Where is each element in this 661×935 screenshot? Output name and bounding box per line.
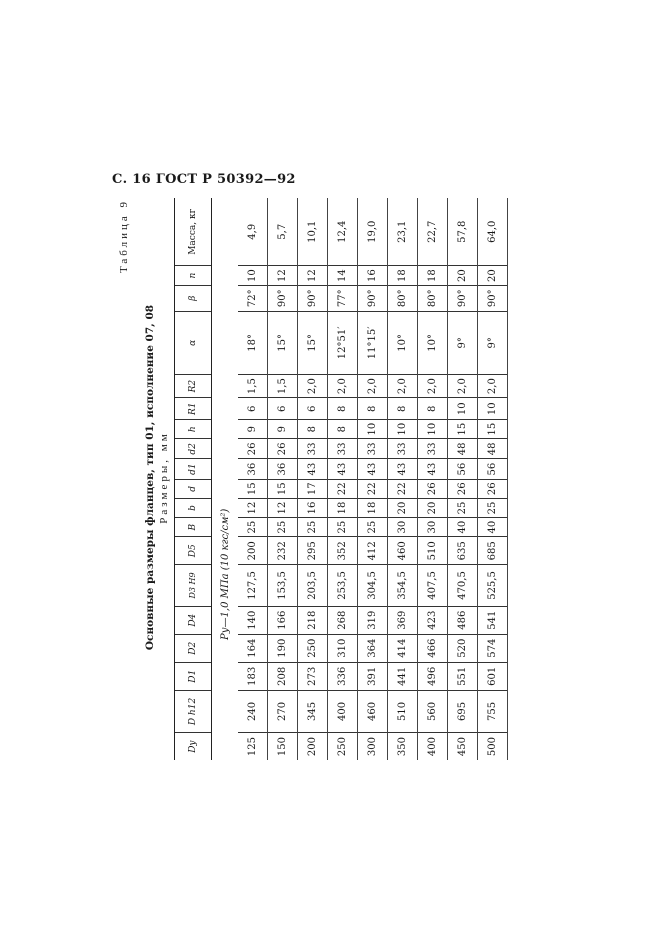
cell-d1: 601 xyxy=(478,662,508,690)
cell-d: 15 xyxy=(238,479,268,498)
cell-d2: 190 xyxy=(268,634,298,662)
cell-beta: 90° xyxy=(478,285,508,311)
table-title: Основные размеры фланцев, тип 01, исполнение 07, 08 xyxy=(144,304,156,651)
col-header: n xyxy=(175,266,212,285)
cell-dy: 500 xyxy=(478,733,508,760)
cell-dy: 150 xyxy=(268,733,298,760)
cell-d1: 43 xyxy=(388,459,418,479)
cell-d2: 33 xyxy=(298,439,328,459)
table-label: Таблица 9 xyxy=(118,199,130,274)
cell-d1: 56 xyxy=(448,459,478,479)
cell-b: 20 xyxy=(388,498,418,517)
cell-b: 25 xyxy=(358,518,388,537)
cell-d1: 56 xyxy=(478,459,508,479)
cell-d3: 525,5 xyxy=(478,565,508,606)
cell-d: 560 xyxy=(418,690,448,732)
cell-n: 16 xyxy=(358,266,388,285)
col-header: d1 xyxy=(175,459,212,479)
cell-d5: 685 xyxy=(478,537,508,565)
col-header: d2 xyxy=(175,439,212,459)
cell-d1: 391 xyxy=(358,662,388,690)
table-row xyxy=(448,198,478,760)
cell-d2: 26 xyxy=(268,439,298,459)
cell-d1: 36 xyxy=(238,459,268,479)
cell-d: 26 xyxy=(448,479,478,498)
cell-h: 9 xyxy=(238,420,268,439)
cell-mass: 57,8 xyxy=(448,198,478,266)
col-header-text: D3 H9 xyxy=(188,572,197,599)
flange-dimensions-table xyxy=(174,198,508,760)
col-header: Dу xyxy=(175,733,212,760)
cell-dy: 300 xyxy=(358,733,388,760)
cell-mass: 4,9 xyxy=(238,198,268,266)
cell-alpha: 15° xyxy=(268,311,298,374)
cell-b: 30 xyxy=(388,518,418,537)
cell-n: 18 xyxy=(418,266,448,285)
cell-d3: 127,5 xyxy=(238,565,268,606)
cell-beta: 72° xyxy=(238,285,268,311)
cell-b: 16 xyxy=(298,498,328,517)
cell-d: 755 xyxy=(478,690,508,732)
cell-h: 15 xyxy=(478,420,508,439)
cell-d2: 33 xyxy=(328,439,358,459)
cell-alpha: 12°51′ xyxy=(328,311,358,374)
cell-r1: 6 xyxy=(298,398,328,420)
cell-mass: 22,7 xyxy=(418,198,448,266)
cell-n: 20 xyxy=(478,266,508,285)
cell-beta: 80° xyxy=(418,285,448,311)
cell-r2: 2,0 xyxy=(328,374,358,398)
cell-d2: 414 xyxy=(388,634,418,662)
col-header: α xyxy=(175,311,212,374)
cell-dy: 200 xyxy=(298,733,328,760)
cell-n: 18 xyxy=(388,266,418,285)
table-subtitle: Размеры, мм xyxy=(158,431,170,524)
cell-r2: 1,5 xyxy=(238,374,268,398)
cell-mass: 64,0 xyxy=(478,198,508,266)
cell-b: 30 xyxy=(418,518,448,537)
cell-n: 14 xyxy=(328,266,358,285)
cell-d4: 369 xyxy=(388,606,418,634)
cell-r2: 2,0 xyxy=(388,374,418,398)
cell-d3: 407,5 xyxy=(418,565,448,606)
cell-d1: 551 xyxy=(448,662,478,690)
cell-b: 40 xyxy=(478,518,508,537)
cell-d1: 441 xyxy=(388,662,418,690)
cell-d1: 336 xyxy=(328,662,358,690)
cell-r2: 1,5 xyxy=(268,374,298,398)
cell-alpha: 9° xyxy=(478,311,508,374)
cell-d4: 541 xyxy=(478,606,508,634)
cell-d3: 253,5 xyxy=(328,565,358,606)
cell-dy: 350 xyxy=(388,733,418,760)
page-header: С. 16 ГОСТ Р 50392—92 xyxy=(112,172,296,187)
table-row xyxy=(268,198,298,760)
cell-d1: 36 xyxy=(268,459,298,479)
cell-d1: 43 xyxy=(358,459,388,479)
cell-b: 25 xyxy=(238,518,268,537)
cell-d1: 208 xyxy=(268,662,298,690)
cell-mass: 12,4 xyxy=(328,198,358,266)
cell-h: 10 xyxy=(418,420,448,439)
cell-d3: 203,5 xyxy=(298,565,328,606)
cell-r2: 2,0 xyxy=(358,374,388,398)
cell-r1: 8 xyxy=(358,398,388,420)
cell-n: 12 xyxy=(298,266,328,285)
table-row xyxy=(388,198,418,760)
cell-alpha: 10° xyxy=(388,311,418,374)
cell-d3: 354,5 xyxy=(388,565,418,606)
cell-d1: 183 xyxy=(238,662,268,690)
cell-b: 18 xyxy=(358,498,388,517)
cell-alpha: 15° xyxy=(298,311,328,374)
cell-d1: 496 xyxy=(418,662,448,690)
cell-h: 8 xyxy=(328,420,358,439)
cell-alpha: 10° xyxy=(418,311,448,374)
cell-beta: 90° xyxy=(448,285,478,311)
cell-d4: 166 xyxy=(268,606,298,634)
cell-dy: 450 xyxy=(448,733,478,760)
cell-d5: 295 xyxy=(298,537,328,565)
cell-mass: 23,1 xyxy=(388,198,418,266)
cell-d: 345 xyxy=(298,690,328,732)
cell-alpha: 9° xyxy=(448,311,478,374)
cell-d5: 352 xyxy=(328,537,358,565)
cell-r1: 8 xyxy=(388,398,418,420)
cell-b: 18 xyxy=(328,498,358,517)
cell-b: 25 xyxy=(298,518,328,537)
cell-d: 460 xyxy=(358,690,388,732)
cell-b: 25 xyxy=(448,498,478,517)
cell-mass: 10,1 xyxy=(298,198,328,266)
cell-b: 25 xyxy=(328,518,358,537)
cell-h: 10 xyxy=(358,420,388,439)
cell-d: 695 xyxy=(448,690,478,732)
col-header: d xyxy=(175,479,212,498)
cell-b: 12 xyxy=(268,498,298,517)
cell-d: 240 xyxy=(238,690,268,732)
cell-d3: 470,5 xyxy=(448,565,478,606)
cell-d5: 510 xyxy=(418,537,448,565)
cell-d2: 48 xyxy=(448,439,478,459)
cell-d: 26 xyxy=(418,479,448,498)
col-header: D4 xyxy=(175,606,212,634)
cell-dy: 125 xyxy=(238,733,268,760)
cell-d2: 250 xyxy=(298,634,328,662)
cell-alpha: 11°15′ xyxy=(358,311,388,374)
cell-r2: 2,0 xyxy=(478,374,508,398)
cell-b: 20 xyxy=(418,498,448,517)
col-header: R2 xyxy=(175,374,212,398)
cell-h: 10 xyxy=(388,420,418,439)
cell-r2: 2,0 xyxy=(298,374,328,398)
cell-d: 400 xyxy=(328,690,358,732)
table-row xyxy=(238,198,268,760)
cell-d2: 466 xyxy=(418,634,448,662)
cell-beta: 90° xyxy=(298,285,328,311)
cell-d5: 232 xyxy=(268,537,298,565)
cell-d2: 48 xyxy=(478,439,508,459)
cell-h: 8 xyxy=(298,420,328,439)
cell-n: 12 xyxy=(268,266,298,285)
cell-d: 22 xyxy=(328,479,358,498)
cell-d2: 520 xyxy=(448,634,478,662)
cell-d4: 218 xyxy=(298,606,328,634)
cell-r1: 8 xyxy=(418,398,448,420)
cell-beta: 90° xyxy=(358,285,388,311)
cell-mass: 5,7 xyxy=(268,198,298,266)
cell-d1: 43 xyxy=(418,459,448,479)
cell-b: 40 xyxy=(448,518,478,537)
table-row xyxy=(298,198,328,760)
col-header: b xyxy=(175,498,212,517)
cell-r1: 10 xyxy=(478,398,508,420)
cell-alpha: 18° xyxy=(238,311,268,374)
cell-d2: 364 xyxy=(358,634,388,662)
cell-d: 22 xyxy=(388,479,418,498)
cell-d1: 43 xyxy=(298,459,328,479)
cell-d: 15 xyxy=(268,479,298,498)
cell-d5: 200 xyxy=(238,537,268,565)
table-row xyxy=(328,198,358,760)
cell-d2: 574 xyxy=(478,634,508,662)
table-row xyxy=(478,198,508,760)
cell-d4: 319 xyxy=(358,606,388,634)
cell-r1: 10 xyxy=(448,398,478,420)
cell-r1: 6 xyxy=(268,398,298,420)
cell-b: 12 xyxy=(238,498,268,517)
cell-d: 510 xyxy=(388,690,418,732)
cell-d2: 33 xyxy=(418,439,448,459)
cell-d4: 486 xyxy=(448,606,478,634)
cell-d1: 273 xyxy=(298,662,328,690)
cell-d2: 164 xyxy=(238,634,268,662)
cell-d4: 140 xyxy=(238,606,268,634)
cell-d3: 153,5 xyxy=(268,565,298,606)
cell-beta: 90° xyxy=(268,285,298,311)
col-header: D h12 xyxy=(175,690,212,732)
table-header-row xyxy=(175,198,212,760)
col-header: D1 xyxy=(175,662,212,690)
cell-dy: 400 xyxy=(418,733,448,760)
col-header: R1 xyxy=(175,398,212,420)
cell-dy: 250 xyxy=(328,733,358,760)
cell-beta: 80° xyxy=(388,285,418,311)
cell-d2: 26 xyxy=(238,439,268,459)
cell-d5: 635 xyxy=(448,537,478,565)
cell-r2: 2,0 xyxy=(418,374,448,398)
rotated-table-block xyxy=(118,195,510,760)
cell-r1: 8 xyxy=(328,398,358,420)
cell-h: 15 xyxy=(448,420,478,439)
pressure-row xyxy=(212,198,239,760)
cell-d3: 304,5 xyxy=(358,565,388,606)
col-header: B xyxy=(175,518,212,537)
cell-r1: 6 xyxy=(238,398,268,420)
cell-d2: 310 xyxy=(328,634,358,662)
col-header xyxy=(175,565,212,606)
cell-d: 26 xyxy=(478,479,508,498)
cell-n: 10 xyxy=(238,266,268,285)
cell-d2: 33 xyxy=(358,439,388,459)
cell-r2: 2,0 xyxy=(448,374,478,398)
col-header: Масса, кг xyxy=(175,198,212,266)
col-header: h xyxy=(175,420,212,439)
cell-n: 20 xyxy=(448,266,478,285)
cell-beta: 77° xyxy=(328,285,358,311)
col-header: β xyxy=(175,285,212,311)
cell-d: 270 xyxy=(268,690,298,732)
cell-d4: 423 xyxy=(418,606,448,634)
cell-d2: 33 xyxy=(388,439,418,459)
cell-d: 22 xyxy=(358,479,388,498)
table-row xyxy=(418,198,448,760)
col-header: D2 xyxy=(175,634,212,662)
cell-d1: 43 xyxy=(328,459,358,479)
cell-d5: 412 xyxy=(358,537,388,565)
cell-d5: 460 xyxy=(388,537,418,565)
cell-h: 9 xyxy=(268,420,298,439)
cell-mass: 19,0 xyxy=(358,198,388,266)
cell-d: 17 xyxy=(298,479,328,498)
cell-d4: 268 xyxy=(328,606,358,634)
cell-b: 25 xyxy=(478,498,508,517)
table-row xyxy=(358,198,388,760)
cell-b: 25 xyxy=(268,518,298,537)
pressure-note: Pу—1,0 МПа (10 кгс/см²) xyxy=(219,508,231,640)
col-header: D5 xyxy=(175,537,212,565)
